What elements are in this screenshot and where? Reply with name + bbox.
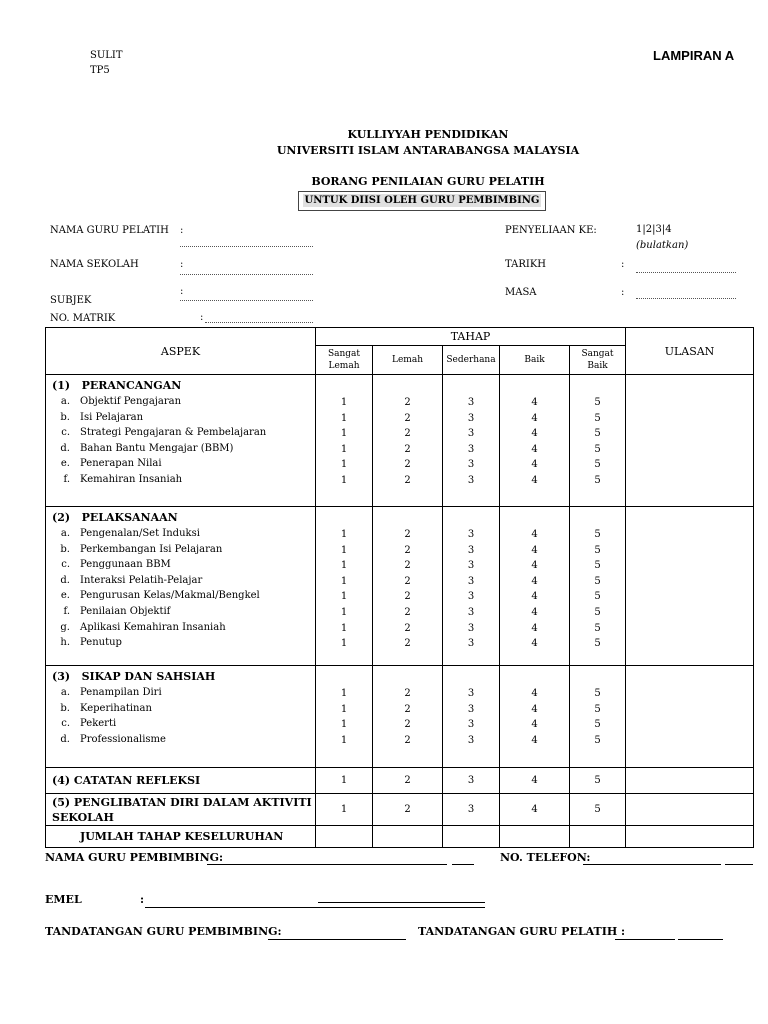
score-col[interactable] bbox=[373, 507, 443, 666]
score-spacer bbox=[316, 666, 372, 686]
score-option[interactable]: 3 bbox=[467, 688, 475, 699]
jumlah-cell[interactable] bbox=[316, 826, 373, 848]
level-header: Baik bbox=[500, 346, 570, 375]
score-option[interactable]: 4 bbox=[531, 443, 538, 455]
subjek-colon: : bbox=[180, 286, 184, 297]
score-option[interactable]: 1 bbox=[340, 474, 348, 486]
score-option[interactable]: 2 bbox=[404, 560, 411, 572]
item-letter: e. bbox=[60, 458, 70, 470]
ulasan-header: ULASAN bbox=[626, 328, 754, 375]
item-letter: g. bbox=[60, 621, 70, 633]
item-letter: f. bbox=[63, 605, 70, 617]
score-option[interactable]: 5 bbox=[594, 688, 601, 699]
no-telefon-label: NO. TELEFON: bbox=[500, 851, 591, 864]
score-option[interactable]: 3 bbox=[467, 459, 475, 471]
masa-field[interactable] bbox=[636, 298, 736, 299]
ulasan-cell[interactable] bbox=[626, 666, 754, 768]
score-spacer bbox=[316, 507, 372, 527]
score-option[interactable]: 5 bbox=[594, 591, 601, 603]
score-spacer bbox=[570, 375, 625, 395]
item-letter: e. bbox=[60, 590, 70, 602]
score-option[interactable]: 1 bbox=[340, 459, 348, 471]
score-spacer bbox=[373, 666, 442, 686]
score-option[interactable]: 2 bbox=[404, 688, 411, 699]
item-letter: h. bbox=[60, 637, 70, 649]
tahap-header: TAHAP bbox=[316, 328, 626, 346]
aspek-item bbox=[46, 472, 315, 488]
score-col[interactable] bbox=[373, 375, 443, 507]
level-header: Sangat Lemah bbox=[316, 346, 373, 375]
score-col[interactable] bbox=[500, 375, 570, 507]
score-spacer bbox=[373, 507, 442, 527]
score-option[interactable]: 5 bbox=[594, 428, 601, 440]
nama-sekolah-label: NAMA SEKOLAH bbox=[50, 259, 139, 270]
aspek-item bbox=[46, 394, 315, 410]
section-title: (1) PERANCANGAN bbox=[52, 379, 182, 392]
form-title: BORANG PENILAIAN GURU PELATIH bbox=[311, 175, 545, 188]
score-option[interactable]: 2 bbox=[404, 606, 411, 618]
score-option[interactable]: 2 bbox=[404, 703, 411, 715]
nama-sekolah-field[interactable] bbox=[180, 274, 313, 275]
score-option[interactable]: 5 bbox=[594, 606, 601, 618]
penglibatan-label: (5) PENGLIBATAN DIRI DALAM AKTIVITI SEKOLAH bbox=[46, 794, 316, 826]
score-option[interactable]: 2 bbox=[404, 622, 411, 634]
score-option[interactable]: 3 bbox=[467, 606, 475, 618]
score-option[interactable]: 3 bbox=[467, 560, 475, 572]
emel-field[interactable] bbox=[145, 907, 485, 908]
aspek-item bbox=[46, 604, 315, 620]
score-option[interactable]: 5 bbox=[594, 544, 601, 556]
item-text: Isi Pelajaran bbox=[80, 411, 144, 423]
score-option[interactable]: 4 bbox=[531, 560, 538, 572]
score-col[interactable] bbox=[373, 666, 443, 768]
item-letter: c. bbox=[61, 559, 70, 571]
score-spacer bbox=[570, 666, 625, 686]
item-text: Objektif Pengajaran bbox=[80, 396, 182, 407]
score-col[interactable] bbox=[570, 375, 626, 507]
masa-colon: : bbox=[621, 287, 625, 298]
tarikh-label: TARIKH bbox=[505, 259, 547, 270]
score-option[interactable]: 4 bbox=[531, 529, 538, 540]
jumlah-cell[interactable] bbox=[500, 826, 570, 848]
score-spacer bbox=[570, 507, 625, 527]
no-telefon-field[interactable] bbox=[583, 864, 721, 865]
score-spacer bbox=[500, 375, 569, 395]
score-option[interactable]: 5 bbox=[594, 638, 601, 650]
score-cell[interactable]: 4 bbox=[500, 794, 570, 826]
score-option[interactable]: 3 bbox=[467, 575, 475, 587]
nama-pembimbing-field[interactable] bbox=[207, 864, 447, 865]
nama-sekolah-colon: : bbox=[180, 259, 184, 270]
score-col[interactable] bbox=[316, 375, 373, 507]
item-letter: a. bbox=[60, 528, 70, 539]
score-option[interactable]: 4 bbox=[531, 719, 538, 731]
score-cell[interactable]: 1 bbox=[316, 768, 373, 794]
emel-field-upper bbox=[318, 902, 485, 903]
score-option[interactable]: 5 bbox=[594, 474, 601, 486]
form-subtitle: UNTUK DIISI OLEH GURU PEMBIMBING bbox=[304, 195, 540, 206]
score-option[interactable]: 2 bbox=[404, 443, 411, 455]
score-option[interactable]: 3 bbox=[467, 591, 475, 603]
tt-pembimbing-label: TANDATANGAN GURU PEMBIMBING: bbox=[45, 925, 282, 938]
ulasan-cell[interactable] bbox=[626, 794, 754, 826]
subjek-label: SUBJEK bbox=[50, 295, 92, 306]
jumlah-cell[interactable] bbox=[570, 826, 626, 848]
no-matrik-label: NO. MATRIK bbox=[50, 313, 116, 324]
score-option[interactable]: 1 bbox=[340, 591, 348, 603]
item-text: Perkembangan Isi Pelajaran bbox=[80, 543, 223, 555]
score-option[interactable]: 5 bbox=[594, 703, 601, 715]
score-option[interactable]: 1 bbox=[340, 688, 348, 699]
score-option[interactable]: 5 bbox=[594, 459, 601, 471]
penyeliaan-label: PENYELIAAN KE: bbox=[505, 225, 597, 236]
item-text: Penggunaan BBM bbox=[80, 559, 171, 571]
score-option[interactable]: 4 bbox=[531, 474, 538, 486]
aspek-item bbox=[46, 410, 315, 426]
score-option[interactable]: 3 bbox=[467, 412, 475, 424]
tp-label: TP5 bbox=[90, 65, 110, 76]
faculty-title: KULLIYYAH PENDIDIKAN bbox=[347, 128, 509, 141]
section-aspek bbox=[46, 666, 316, 768]
score-option[interactable]: 3 bbox=[467, 529, 475, 540]
score-option[interactable]: 3 bbox=[467, 638, 475, 650]
item-letter: d. bbox=[60, 733, 70, 745]
score-option[interactable]: 4 bbox=[531, 544, 538, 556]
catatan-row bbox=[46, 768, 754, 794]
item-list bbox=[46, 526, 315, 651]
bulatkan-note: (bulatkan) bbox=[636, 240, 689, 251]
score-option[interactable]: 5 bbox=[594, 575, 601, 587]
score-cell[interactable]: 2 bbox=[373, 768, 443, 794]
score-col[interactable] bbox=[570, 507, 626, 666]
aspek-item bbox=[46, 456, 315, 472]
score-spacer bbox=[443, 375, 499, 395]
score-option[interactable]: 4 bbox=[531, 575, 538, 587]
item-text: Penutup bbox=[80, 637, 122, 649]
jumlah-cell[interactable] bbox=[373, 826, 443, 848]
tarikh-field[interactable] bbox=[636, 272, 736, 273]
item-letter: b. bbox=[60, 702, 70, 714]
catatan-label: (4) CATATAN REFLEKSI bbox=[46, 768, 316, 794]
emel-label: EMEL bbox=[45, 893, 82, 906]
item-letter: d. bbox=[60, 442, 70, 454]
score-spacer bbox=[443, 507, 499, 527]
nama-pembimbing-field-ext[interactable] bbox=[452, 864, 474, 865]
item-text: Strategi Pengajaran & Pembelajaran bbox=[80, 427, 267, 439]
score-option[interactable]: 4 bbox=[531, 591, 538, 603]
section-aspek bbox=[46, 507, 316, 666]
score-option[interactable]: 3 bbox=[467, 719, 475, 731]
score-col[interactable] bbox=[500, 666, 570, 768]
score-spacer bbox=[443, 666, 499, 686]
score-cell[interactable]: 5 bbox=[570, 768, 626, 794]
masa-label: MASA bbox=[505, 287, 537, 298]
item-letter: c. bbox=[61, 718, 70, 730]
score-option[interactable]: 4 bbox=[531, 606, 538, 618]
score-option[interactable]: 4 bbox=[531, 688, 538, 699]
item-text: Interaksi Pelatih-Pelajar bbox=[80, 574, 203, 586]
level-header: Sederhana bbox=[443, 346, 500, 375]
penglibatan-row bbox=[46, 794, 754, 826]
score-option[interactable]: 5 bbox=[594, 412, 601, 424]
score-option[interactable]: 2 bbox=[404, 575, 411, 587]
aspek-item bbox=[46, 732, 315, 748]
score-option[interactable]: 1 bbox=[340, 719, 348, 731]
score-col[interactable] bbox=[443, 666, 500, 768]
score-option[interactable]: 3 bbox=[467, 443, 475, 455]
score-option[interactable]: 2 bbox=[404, 734, 411, 746]
score-option[interactable]: 1 bbox=[340, 638, 348, 650]
item-text: Professionalisme bbox=[80, 733, 166, 745]
score-option[interactable]: 4 bbox=[531, 638, 538, 650]
score-col[interactable] bbox=[500, 507, 570, 666]
aspek-item bbox=[46, 425, 315, 441]
item-text: Penilaian Objektif bbox=[80, 605, 171, 617]
aspek-item bbox=[46, 635, 315, 651]
score-option[interactable]: 1 bbox=[340, 703, 348, 715]
aspek-item bbox=[46, 685, 315, 701]
score-spacer bbox=[500, 666, 569, 686]
item-text: Aplikasi Kemahiran Insaniah bbox=[80, 621, 226, 633]
aspek-item bbox=[46, 542, 315, 558]
score-cell[interactable]: 2 bbox=[373, 794, 443, 826]
score-option[interactable]: 5 bbox=[594, 397, 601, 408]
score-spacer bbox=[373, 375, 442, 395]
item-letter: d. bbox=[60, 574, 70, 586]
score-option[interactable]: 5 bbox=[594, 719, 601, 731]
jumlah-cell[interactable] bbox=[443, 826, 500, 848]
score-col[interactable] bbox=[443, 507, 500, 666]
subjek-field[interactable] bbox=[180, 300, 313, 301]
ulasan-cell[interactable] bbox=[626, 768, 754, 794]
item-letter: c. bbox=[61, 427, 70, 439]
aspek-item bbox=[46, 701, 315, 717]
score-option[interactable]: 2 bbox=[404, 529, 411, 540]
score-option[interactable]: 4 bbox=[531, 428, 538, 440]
score-spacer bbox=[500, 507, 569, 527]
score-option[interactable]: 1 bbox=[340, 412, 348, 424]
score-option[interactable]: 2 bbox=[404, 397, 411, 408]
item-list bbox=[46, 685, 315, 747]
no-matrik-field[interactable] bbox=[205, 322, 313, 323]
nama-pembimbing-label: NAMA GURU PEMBIMBING: bbox=[45, 851, 224, 864]
item-letter: f. bbox=[63, 473, 70, 485]
aspek-item bbox=[46, 573, 315, 589]
tarikh-colon: : bbox=[621, 259, 625, 270]
score-option[interactable]: 2 bbox=[404, 591, 411, 603]
nama-guru-label: NAMA GURU PELATIH bbox=[50, 225, 169, 236]
aspek-item bbox=[46, 526, 315, 542]
score-option[interactable]: 1 bbox=[340, 606, 348, 618]
tt-pelatih-label: TANDATANGAN GURU PELATIH : bbox=[418, 925, 626, 938]
aspek-item bbox=[46, 557, 315, 573]
item-letter: b. bbox=[60, 411, 70, 423]
item-text: Penerapan Nilai bbox=[80, 458, 162, 470]
score-option[interactable]: 1 bbox=[340, 622, 348, 634]
score-option[interactable]: 5 bbox=[594, 734, 601, 746]
no-telefon-field-ext[interactable] bbox=[725, 864, 753, 865]
section-title: (2) PELAKSANAAN bbox=[52, 511, 178, 524]
score-cell[interactable]: 3 bbox=[443, 768, 500, 794]
item-text: Pekerti bbox=[80, 718, 117, 730]
score-cell[interactable]: 3 bbox=[443, 794, 500, 826]
aspek-item bbox=[46, 716, 315, 732]
score-option[interactable]: 4 bbox=[531, 397, 538, 408]
score-option[interactable]: 2 bbox=[404, 412, 411, 424]
item-list bbox=[46, 394, 315, 488]
score-option[interactable]: 3 bbox=[467, 428, 475, 440]
lampiran-label: LAMPIRAN A bbox=[653, 48, 735, 63]
score-option[interactable]: 4 bbox=[531, 622, 538, 634]
score-option[interactable]: 5 bbox=[594, 443, 601, 455]
score-option[interactable]: 1 bbox=[340, 443, 348, 455]
score-option[interactable]: 5 bbox=[594, 529, 601, 540]
evaluation-table bbox=[45, 327, 754, 848]
score-option[interactable]: 2 bbox=[404, 459, 411, 471]
score-option[interactable]: 5 bbox=[594, 622, 601, 634]
item-text: Pengenalan/Set Induksi bbox=[80, 528, 200, 539]
score-option[interactable]: 4 bbox=[531, 459, 538, 471]
form-subtitle-box bbox=[298, 191, 546, 211]
score-option[interactable]: 3 bbox=[467, 734, 475, 746]
tt-pembimbing-field[interactable] bbox=[268, 939, 406, 940]
item-letter: a. bbox=[60, 396, 70, 407]
nama-guru-field[interactable] bbox=[180, 246, 313, 247]
score-option[interactable]: 1 bbox=[340, 397, 348, 408]
level-header: Lemah bbox=[373, 346, 443, 375]
score-col[interactable] bbox=[316, 666, 373, 768]
score-option[interactable]: 1 bbox=[340, 734, 348, 746]
emel-colon: : bbox=[140, 893, 145, 906]
score-option[interactable]: 3 bbox=[467, 703, 475, 715]
aspek-item bbox=[46, 620, 315, 636]
nama-guru-colon: : bbox=[180, 225, 184, 236]
penyeliaan-value[interactable]: 1|2|3|4 bbox=[636, 224, 672, 235]
score-option[interactable]: 4 bbox=[531, 412, 538, 424]
tt-pelatih-field-ext[interactable] bbox=[678, 939, 723, 940]
item-letter: a. bbox=[60, 687, 70, 698]
item-text: Kemahiran Insaniah bbox=[80, 473, 183, 485]
section-aspek bbox=[46, 375, 316, 507]
section-row bbox=[46, 666, 754, 768]
score-option[interactable]: 1 bbox=[340, 575, 348, 587]
university-title: UNIVERSITI ISLAM ANTARABANGSA MALAYSIA bbox=[276, 144, 580, 157]
score-option[interactable]: 2 bbox=[404, 638, 411, 650]
aspek-item bbox=[46, 588, 315, 604]
score-option[interactable]: 2 bbox=[404, 544, 411, 556]
score-option[interactable]: 4 bbox=[531, 734, 538, 746]
score-option[interactable]: 1 bbox=[340, 544, 348, 556]
score-option[interactable]: 3 bbox=[467, 622, 475, 634]
jumlah-label: JUMLAH TAHAP KESELURUHAN bbox=[46, 826, 316, 848]
no-matrik-colon: : bbox=[200, 312, 204, 323]
section-row bbox=[46, 507, 754, 666]
score-cell[interactable]: 4 bbox=[500, 768, 570, 794]
section-title: (3) SIKAP DAN SAHSIAH bbox=[52, 670, 216, 683]
level-header: Sangat Baik bbox=[570, 346, 626, 375]
score-col[interactable] bbox=[443, 375, 500, 507]
score-option[interactable]: 3 bbox=[467, 474, 475, 486]
score-option[interactable]: 4 bbox=[531, 703, 538, 715]
item-text: Pengurusan Kelas/Makmal/Bengkel bbox=[80, 590, 260, 602]
jumlah-row bbox=[46, 826, 754, 848]
tt-pelatih-field[interactable] bbox=[615, 939, 675, 940]
section-row bbox=[46, 375, 754, 507]
score-option[interactable]: 1 bbox=[340, 529, 348, 540]
item-letter: b. bbox=[60, 543, 70, 555]
item-text: Bahan Bantu Mengajar (BBM) bbox=[80, 442, 234, 454]
score-spacer bbox=[316, 375, 372, 395]
score-option[interactable]: 3 bbox=[467, 397, 475, 408]
aspek-header: ASPEK bbox=[46, 328, 316, 375]
score-option[interactable]: 5 bbox=[594, 560, 601, 572]
sulit-label: SULIT bbox=[90, 50, 123, 61]
score-col[interactable] bbox=[316, 507, 373, 666]
item-text: Penampilan Diri bbox=[80, 687, 162, 698]
score-option[interactable]: 3 bbox=[467, 544, 475, 556]
score-col[interactable] bbox=[570, 666, 626, 768]
score-option[interactable]: 2 bbox=[404, 474, 411, 486]
item-text: Keperihatinan bbox=[80, 702, 152, 714]
jumlah-cell[interactable] bbox=[626, 826, 754, 848]
score-option[interactable]: 2 bbox=[404, 719, 411, 731]
score-cell[interactable]: 1 bbox=[316, 794, 373, 826]
score-option[interactable]: 2 bbox=[404, 428, 411, 440]
ulasan-cell[interactable] bbox=[626, 375, 754, 507]
score-option[interactable]: 1 bbox=[340, 428, 348, 440]
ulasan-cell[interactable] bbox=[626, 507, 754, 666]
score-cell[interactable]: 5 bbox=[570, 794, 626, 826]
score-option[interactable]: 1 bbox=[340, 560, 348, 572]
aspek-item bbox=[46, 441, 315, 457]
